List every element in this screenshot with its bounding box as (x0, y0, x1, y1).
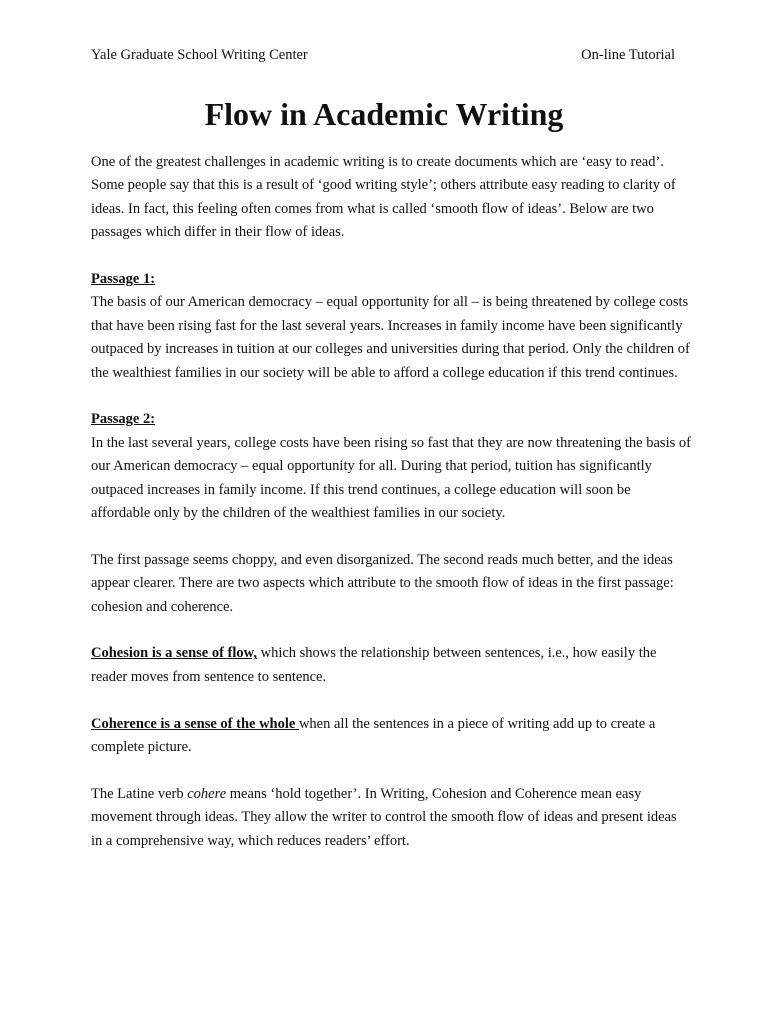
passage-2-text: In the last several years, college costs have been rising so fast that they are now threatening the basis of our American democracy – equal opportunity for all. During that period, tuition has significantly outpaced increases in family income. If this trend continues, a college education will soon be affordable only by the children of the wealthiest families in our society. (91, 434, 691, 522)
cohesion-term: Cohesion is a sense of flow, (91, 645, 257, 662)
passage-1-text: The basis of our American democracy – equal opportunity for all – is being threatened by college costs that have been rising fast for the last several years. Increases in family income have been significantly outpaced by increases in tuition at our colleges and universities during that period. Only the children of the wealthiest families in our society will be able to afford a college education if this trend continues. (91, 294, 690, 381)
passage-1-heading-text: Passage 1: (91, 271, 156, 288)
passage-1-heading (91, 268, 691, 291)
passage-2-heading (91, 408, 691, 431)
latin-after: means ‘hold together’. In Writing, Cohesion and Coherence mean easy movement through ideas. They allow the writer to control the smooth flow of ideas and present ideas in a comprehensive way, which reduces readers’ effort. (91, 785, 677, 849)
page-title: Flow in Academic Writing (204, 96, 564, 132)
latin-paragraph (91, 783, 691, 853)
coherence-term: Coherence is a sense of the whole (91, 715, 299, 732)
cohesion-paragraph (91, 642, 691, 689)
coherence-paragraph (91, 713, 691, 760)
document-body (91, 151, 691, 876)
running-header (91, 46, 675, 64)
latin-word: cohere (187, 785, 227, 802)
latin-before: The Latine verb (91, 785, 188, 802)
intro-paragraph: One of the greatest challenges in academic writing is to create documents which are ‘easy to read’. Some people say that this is a result of ‘good writing style’; others attribute easy reading to clarity of ideas. In fact, this feeling often comes from what is called ‘smooth flow of ideas’. Below are two passages which differ in their flow of ideas. (91, 154, 676, 241)
comparison-paragraph: The first passage seems choppy, and even disorganized. The second reads much better, and the ideas appear clearer. There are two aspects which attribute to the smooth flow of ideas in the first passage: cohesion and coherence. (91, 551, 674, 615)
coherence-definition: when all the sentences in a piece of writing add up to create a complete picture. (91, 715, 656, 756)
passage-2-heading-text: Passage 2: (91, 411, 156, 428)
cohesion-definition: which shows the relationship between sentences, i.e., how easily the reader moves from sentence to sentence. (91, 645, 657, 685)
header-left: Yale Graduate School Writing Center (91, 47, 308, 63)
header-right: On-line Tutorial (581, 47, 675, 63)
